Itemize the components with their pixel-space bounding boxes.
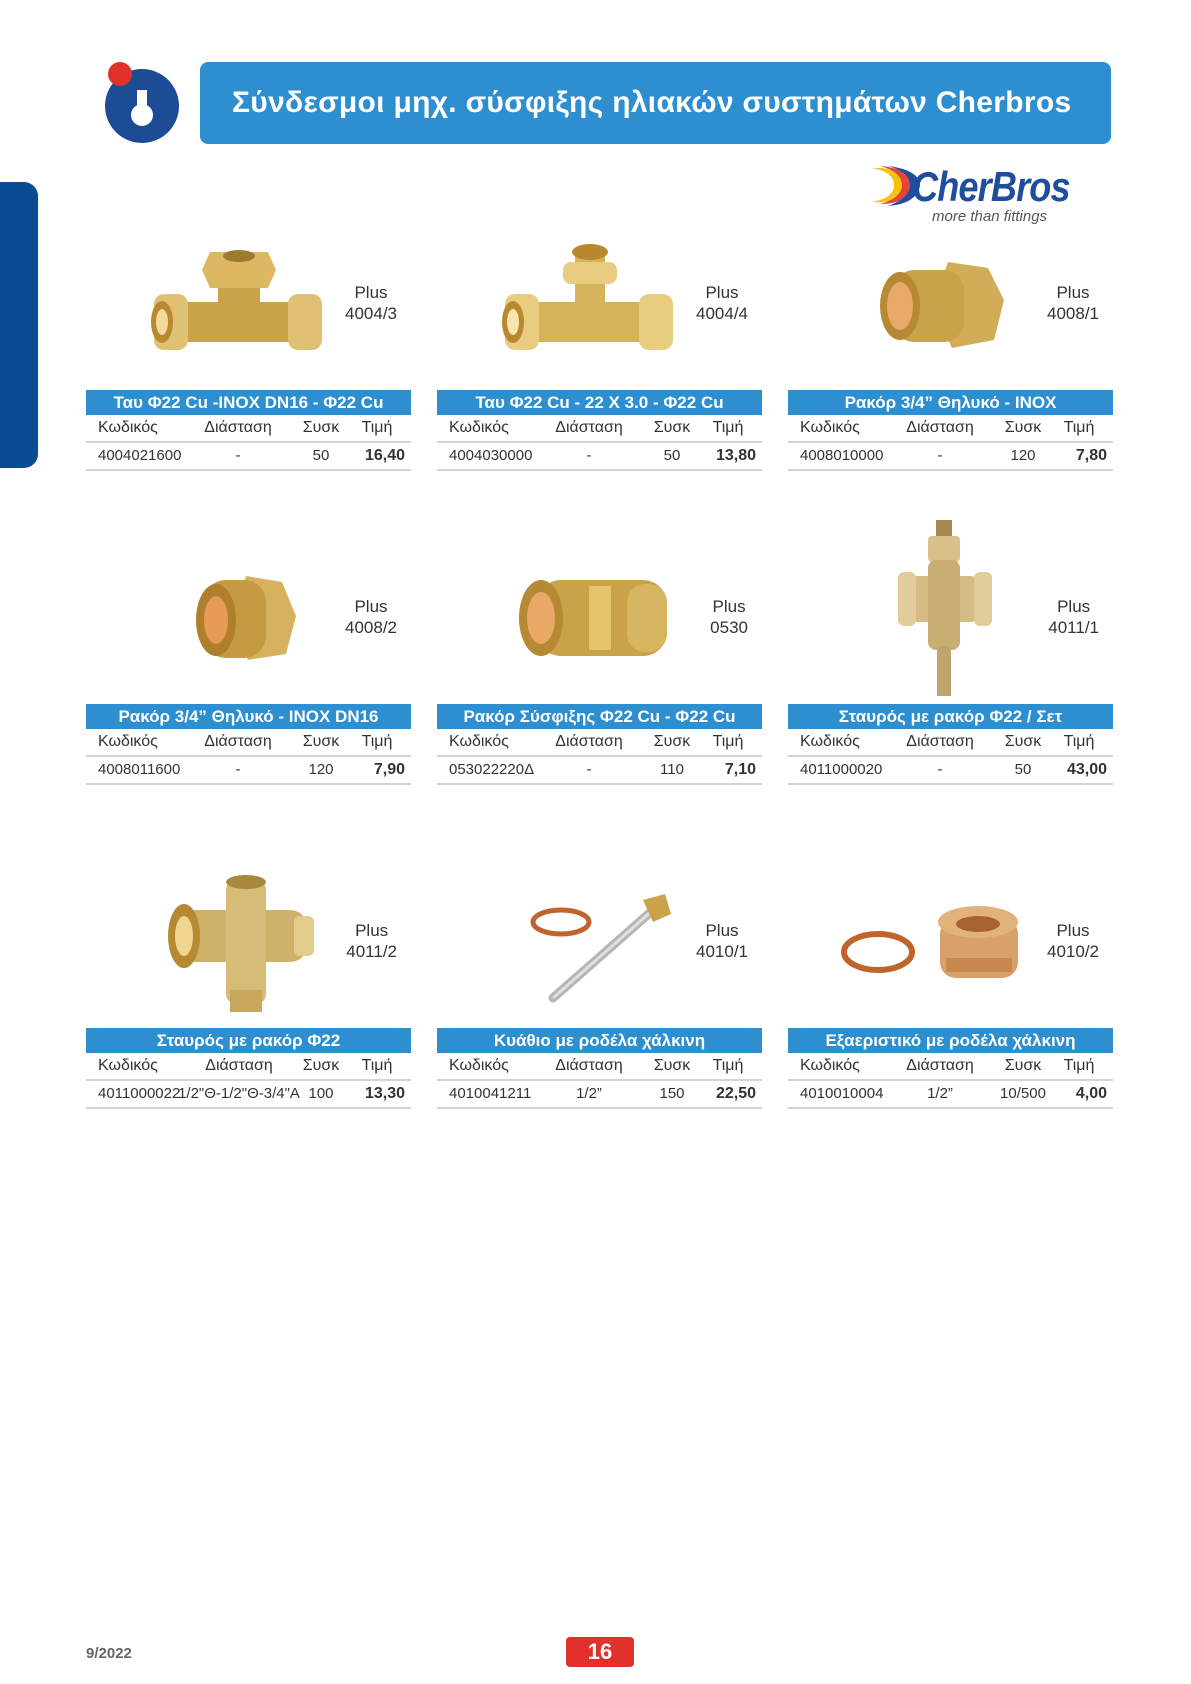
- product-price: 7,90: [373, 761, 405, 778]
- product-code: 4010010004: [800, 1085, 884, 1102]
- col-code-header: Κωδικός: [449, 733, 509, 750]
- product-card: [437, 232, 762, 532]
- product-code: 4011000020: [800, 761, 883, 778]
- table-row: [437, 1081, 762, 1109]
- product-name: Σταυρός με ρακόρ Φ22 / Σετ: [788, 704, 1113, 729]
- plus-label: Plus: [712, 597, 746, 616]
- col-pack-header: Συσκ: [1004, 1057, 1042, 1074]
- company-logo: [100, 60, 184, 144]
- col-price-header: Τιμή: [1063, 733, 1095, 750]
- table-row: [437, 757, 762, 785]
- table-row: [86, 443, 411, 471]
- product-ref: 4010/2: [1047, 942, 1099, 961]
- product-pack: 150: [659, 1085, 685, 1102]
- product-dimension: 1/2”: [576, 1085, 602, 1102]
- col-price-header: Τιμή: [361, 1057, 393, 1074]
- product-name: Ταυ Φ22 Cu - 22 X 3.0 - Φ22 Cu: [437, 390, 762, 415]
- col-pack-header: Συσκ: [653, 419, 691, 436]
- product-code: 4011000022: [98, 1085, 181, 1102]
- product-ref: 4008/2: [345, 618, 397, 637]
- female-union-icon: [126, 546, 346, 696]
- table-header: [437, 729, 762, 757]
- tee-fitting-icon: [477, 232, 697, 382]
- product-ref: 4008/1: [1047, 304, 1099, 323]
- product-name: Σταυρός με ρακόρ Φ22: [86, 1028, 411, 1053]
- col-dimension-header: Διάσταση: [555, 733, 623, 750]
- col-pack-header: Συσκ: [653, 733, 691, 750]
- page-title: Σύνδεσμοι μηχ. σύσφιξης ηλιακών συστημάτων Cherbros: [232, 86, 1072, 119]
- col-price-header: Τιμή: [1063, 419, 1095, 436]
- cross-with-probe-icon: [828, 486, 1048, 696]
- product-price: 7,10: [724, 761, 756, 778]
- female-union-icon: [828, 232, 1048, 382]
- product-ref: 4011/2: [346, 942, 397, 961]
- product-pack: 110: [660, 761, 684, 778]
- product-dimension: -: [937, 447, 943, 464]
- col-code-header: Κωδικός: [800, 733, 860, 750]
- page-title-bar: [200, 62, 1111, 144]
- product-price: 13,80: [715, 447, 756, 464]
- side-tab: [0, 182, 38, 468]
- product-price: 4,00: [1075, 1085, 1107, 1102]
- table-header: [86, 1053, 411, 1081]
- product-code: 4004030000: [449, 447, 533, 464]
- page-number: 16: [566, 1637, 634, 1667]
- col-pack-header: Συσκ: [1004, 419, 1042, 436]
- col-dimension-header: Διάσταση: [906, 1057, 974, 1074]
- product-card: [86, 870, 411, 1170]
- plus-label: Plus: [705, 283, 739, 302]
- col-price-header: Τιμή: [361, 733, 393, 750]
- brand-tagline: more than fittings: [932, 208, 1048, 225]
- col-dimension-header: Διάσταση: [555, 419, 623, 436]
- col-dimension-header: Διάσταση: [906, 733, 974, 750]
- product-ref: 4011/1: [1048, 618, 1099, 637]
- plus-label: Plus: [355, 921, 389, 940]
- product-name: Ρακόρ 3/4” Θηλυκό - INOX DN16: [86, 704, 411, 729]
- plus-label: Plus: [1056, 921, 1090, 940]
- table-header: [437, 415, 762, 443]
- col-pack-header: Συσκ: [302, 733, 340, 750]
- product-dimension: -: [586, 447, 592, 464]
- product-name: Ρακόρ Σύσφιξης Φ22 Cu - Φ22 Cu: [437, 704, 762, 729]
- table-header: [788, 415, 1113, 443]
- table-row: [788, 443, 1113, 471]
- table-row: [86, 757, 411, 785]
- table-header: [788, 1053, 1113, 1081]
- col-pack-header: Συσκ: [653, 1057, 691, 1074]
- product-card: [437, 546, 762, 846]
- product-pack: 100: [308, 1085, 334, 1102]
- product-code: 4008011600: [98, 761, 181, 778]
- product-ref: 4004/3: [345, 304, 397, 323]
- air-vent-icon: [828, 870, 1048, 1020]
- col-price-header: Τιμή: [1063, 1057, 1095, 1074]
- col-price-header: Τιμή: [361, 419, 393, 436]
- col-dimension-header: Διάσταση: [906, 419, 974, 436]
- col-code-header: Κωδικός: [449, 419, 509, 436]
- product-ref: 4004/4: [696, 304, 748, 323]
- table-header: [788, 729, 1113, 757]
- product-pack: 50: [663, 447, 681, 464]
- table-header: [437, 1053, 762, 1081]
- product-code: 4004021600: [98, 447, 182, 464]
- plus-label: Plus: [1056, 283, 1090, 302]
- product-dimension: -: [937, 761, 943, 778]
- col-pack-header: Συσκ: [302, 1057, 340, 1074]
- product-dimension: -: [235, 447, 241, 464]
- product-name: Ταυ Φ22 Cu -INOX DN16 - Φ22 Cu: [86, 390, 411, 415]
- product-ref: 4010/1: [696, 942, 748, 961]
- product-dimension: -: [235, 761, 241, 778]
- plus-label: Plus: [705, 921, 739, 940]
- product-dimension: 1/2”: [927, 1085, 953, 1102]
- product-card: [86, 546, 411, 846]
- col-pack-header: Συσκ: [302, 419, 340, 436]
- product-card: [86, 232, 411, 532]
- product-price: 7,80: [1075, 447, 1107, 464]
- table-row: [788, 757, 1113, 785]
- col-dimension-header: Διάσταση: [555, 1057, 623, 1074]
- product-price: 16,40: [364, 447, 405, 464]
- product-code: 053022220Δ: [449, 761, 535, 778]
- col-code-header: Κωδικός: [98, 1057, 158, 1074]
- product-ref: 0530: [710, 618, 748, 637]
- product-card: [437, 870, 762, 1170]
- tee-fitting-icon: [126, 232, 346, 382]
- plus-label: Plus: [1057, 597, 1091, 616]
- footer-date: 9/2022: [86, 1645, 132, 1662]
- product-dimension: 1/2"Θ-1/2"Θ-3/4"A: [178, 1085, 300, 1102]
- product-pack: 10/500: [1000, 1085, 1046, 1102]
- col-dimension-header: Διάσταση: [204, 419, 272, 436]
- col-code-header: Κωδικός: [98, 733, 158, 750]
- plus-label: Plus: [354, 597, 388, 616]
- col-dimension-header: Διάσταση: [205, 1057, 273, 1074]
- product-price: 43,00: [1066, 761, 1107, 778]
- product-price: 22,50: [715, 1085, 756, 1102]
- product-pack: 50: [1014, 761, 1032, 778]
- product-pack: 50: [312, 447, 330, 464]
- col-price-header: Τιμή: [712, 419, 744, 436]
- brand-logo: [866, 162, 1090, 232]
- product-code: 4010041211: [449, 1085, 532, 1102]
- product-name: Ρακόρ 3/4” Θηλυκό - INOX: [788, 390, 1113, 415]
- product-card: [788, 870, 1113, 1170]
- col-price-header: Τιμή: [712, 1057, 744, 1074]
- table-header: [86, 415, 411, 443]
- col-code-header: Κωδικός: [98, 419, 158, 436]
- product-name: Εξαεριστικό με ροδέλα χάλκινη: [788, 1028, 1113, 1053]
- table-header: [86, 729, 411, 757]
- cross-fitting-icon: [126, 870, 346, 1020]
- product-code: 4008010000: [800, 447, 884, 464]
- product-pack: 120: [308, 761, 334, 778]
- col-code-header: Κωδικός: [800, 419, 860, 436]
- compression-coupling-icon: [477, 546, 697, 696]
- col-price-header: Τιμή: [712, 733, 744, 750]
- col-code-header: Κωδικός: [800, 1057, 860, 1074]
- product-dimension: -: [586, 761, 592, 778]
- table-row: [86, 1081, 411, 1109]
- product-price: 13,30: [364, 1085, 405, 1102]
- sensor-pocket-icon: [477, 870, 697, 1020]
- product-pack: 120: [1010, 447, 1036, 464]
- brand-name: CherBros: [912, 163, 1070, 210]
- col-code-header: Κωδικός: [449, 1057, 509, 1074]
- product-card: [788, 546, 1113, 846]
- plus-label: Plus: [354, 283, 388, 302]
- table-row: [437, 443, 762, 471]
- product-name: Κυάθιο με ροδέλα χάλκινη: [437, 1028, 762, 1053]
- col-pack-header: Συσκ: [1004, 733, 1042, 750]
- table-row: [788, 1081, 1113, 1109]
- col-dimension-header: Διάσταση: [204, 733, 272, 750]
